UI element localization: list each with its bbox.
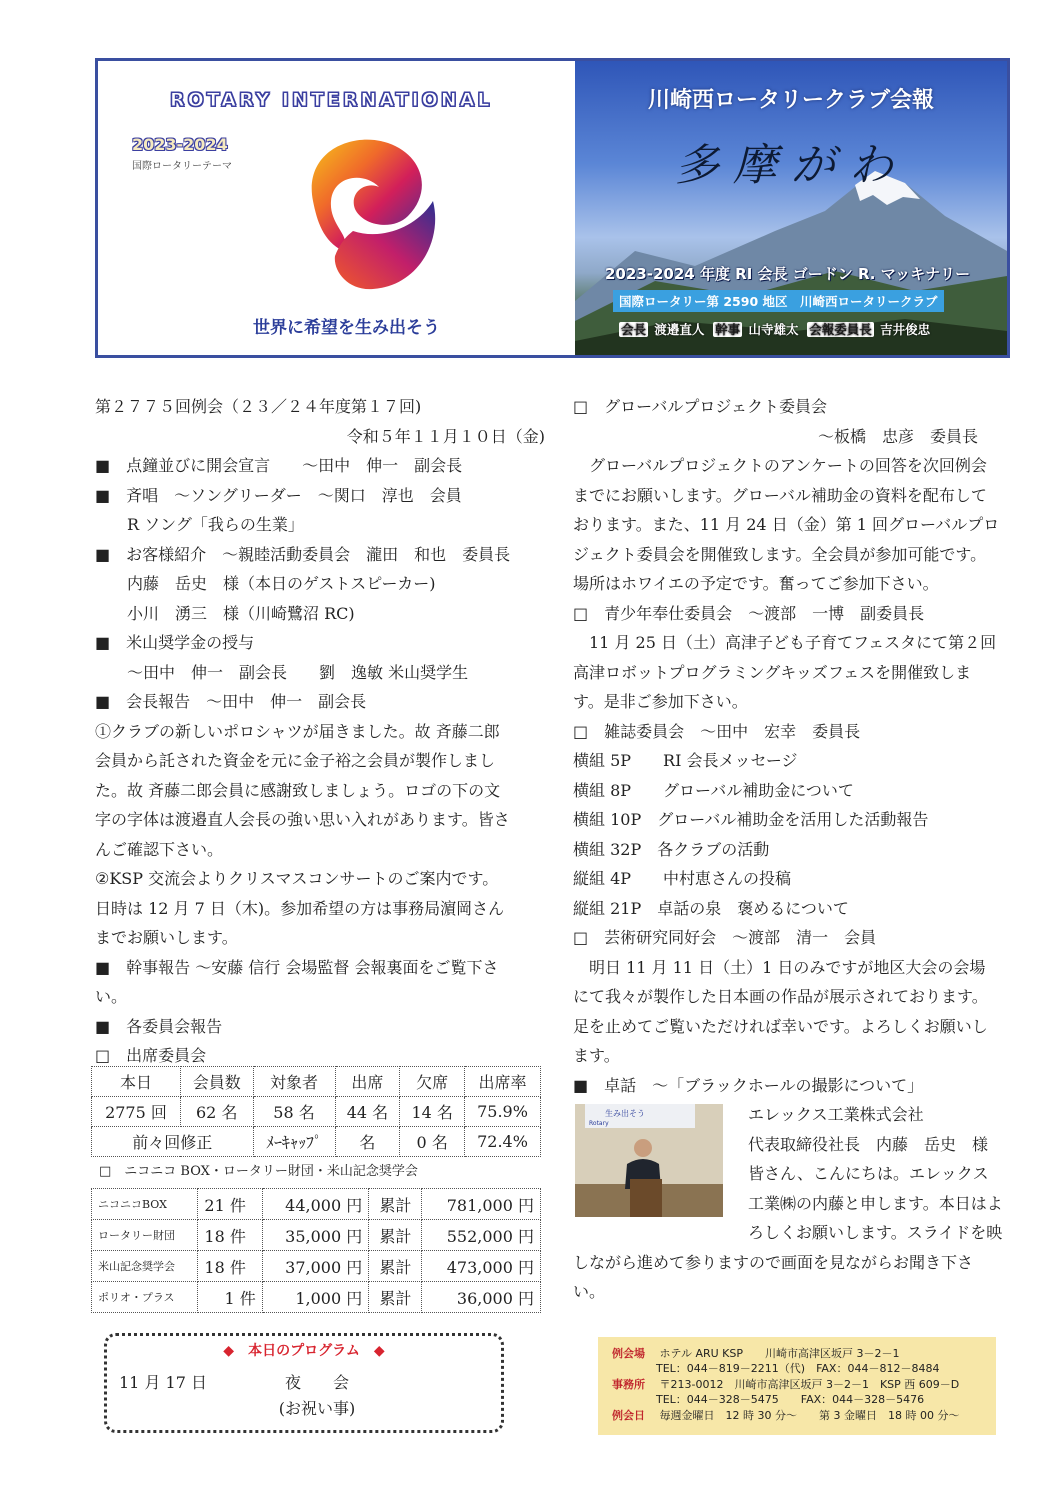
table-cell: 18 件 <box>198 1251 262 1282</box>
table-cell: 552,000 円 <box>422 1220 541 1251</box>
text-line: までお願いします。 <box>95 928 238 947</box>
table-header: 対象者 <box>253 1067 335 1097</box>
text-line: 横組 8P グローバル補助金について <box>573 780 854 800</box>
officer-role: 幹事 <box>715 322 741 337</box>
table-header-row <box>92 1067 541 1097</box>
table-cell: ニコニコBOX <box>92 1189 198 1220</box>
text-line: 字の字体は渡邉直人会長の強い思い入れがあります。皆さ <box>95 810 510 829</box>
table-cell: ﾒｰｷｬｯﾌﾟ <box>253 1127 335 1157</box>
table-cell: ポリオ・プラス <box>92 1282 198 1313</box>
speaker-line: エレックス工業株式会社 <box>748 1105 924 1124</box>
table-cell: 米山記念奨学会 <box>92 1251 198 1282</box>
table-cell: 2775 回 <box>92 1097 181 1127</box>
table-cell: 75.9% <box>465 1097 541 1127</box>
table-header: 出席 <box>335 1067 400 1097</box>
text-line: にて我々が製作した日本画の作品が展示されております。 <box>573 987 988 1006</box>
text-line: までにお願いします。グローバル補助金の資料を配布して <box>573 485 987 505</box>
table-header: 欠席 <box>400 1067 465 1097</box>
text-line: 場所はホワイエの予定です。奮ってご参加下さい。 <box>573 574 939 593</box>
text-line: ジェクト委員会を開催致します。全会員が参加可能です。 <box>573 544 987 564</box>
text-line: ■ 斉唱 ～ソングリーダー ～関口 淳也 会員 <box>95 485 462 505</box>
meeting-number: 第２７７５回例会（２３／２４年度第１７回) <box>95 397 422 416</box>
table-row <box>92 1097 541 1127</box>
district-line: 国際ロータリー第 2590 地区 川崎西ロータリークラブ <box>613 290 944 312</box>
info-venue <box>612 1345 899 1361</box>
info-text: 〒213-0012 川崎市高津区坂戸 3－2－1 KSP 西 609－D <box>659 1378 960 1391</box>
text-line: しながら進めて参りますので画面を見ながらお聞き下さ <box>573 1252 974 1272</box>
text-line: ■ お客様紹介 ～親睦活動委員会 瀧田 和也 委員長 <box>95 544 511 564</box>
text-line: んご確認下さい。 <box>95 839 224 859</box>
table-row <box>92 1282 541 1313</box>
photo-banner-text: 生み出そう <box>605 1109 645 1118</box>
table-row <box>92 1127 541 1157</box>
table-header: 本日 <box>92 1067 181 1097</box>
text-line: ■ 幹事報告 ～安藤 信行 会場監督 会報裏面をご覧下さ <box>95 957 499 977</box>
speaker-line: 皆さん、こんにちは。エレックス <box>748 1164 989 1183</box>
text-line: 足を止めてご覧いただければ幸いです。よろしくお願いし <box>573 1016 988 1036</box>
program-event-sub: (お祝い事) <box>278 1399 356 1418</box>
table-cell: 44 名 <box>335 1097 400 1127</box>
speaker-line: 代表取締役社長 内藤 岳史 様 <box>748 1134 989 1154</box>
info-text: ホテル ARU KSP 川崎市高津区坂戸 3－2－1 <box>659 1347 900 1360</box>
text-line: □ グローバルプロジェクト委員会 <box>573 397 827 416</box>
ri-theme-label: 国際ロータリーテーマ <box>132 161 232 172</box>
text-line: 横組 10P グローバル補助金を活用した活動報告 <box>573 810 929 829</box>
speaker-at-podium-icon <box>575 1104 723 1217</box>
text-line: 明日 11 月 11 日（土）1 日のみですが地区大会の会場 <box>573 957 986 977</box>
table-cell: 1 件 <box>198 1282 262 1313</box>
text-line: グローバルプロジェクトのアンケートの回答を次回例会 <box>573 456 987 475</box>
text-line: 高津ロボットプログラミングキッズフェスを開催致しま <box>573 662 972 682</box>
table-cell: 名 <box>335 1127 400 1157</box>
text-line: 会員から託された資金を元に金子裕之会員が製作しまし <box>95 751 496 770</box>
text-line: ①クラブの新しいポロシャツが届きました。故 斉藤二郎 <box>95 721 500 741</box>
text-line: 11 月 25 日（土）高津子ども子育てフェスタにて第２回 <box>573 633 997 652</box>
table-cell: 累計 <box>369 1220 422 1251</box>
text-line: 日時は 12 月 7 日（木)。参加希望の方は事務局濵岡さん <box>95 898 505 918</box>
table-cell: 前々回修正 <box>92 1127 254 1157</box>
table-cell: ロータリー財団 <box>92 1220 198 1251</box>
officer-name: 吉井俊忠 <box>880 322 931 337</box>
donation-section-label: □ ニコニコ BOX・ロータリー財団・米山記念奨学会 <box>99 1164 418 1179</box>
photo-banner-sub: Rotary <box>589 1120 609 1127</box>
table-row <box>92 1251 541 1282</box>
program-title: ◆ 本日のプログラム ◆ <box>223 1343 385 1359</box>
text-line: 縦組 21P 卓話の泉 褒めるについて <box>573 898 849 918</box>
text-line: 横組 5P RI 会長メッセージ <box>573 751 798 770</box>
officer-role: 会長 <box>621 322 647 337</box>
table-cell: 累計 <box>369 1189 422 1220</box>
table-cell: 21 件 <box>198 1189 262 1220</box>
table-cell: 14 名 <box>400 1097 465 1127</box>
text-line: 縦組 4P 中村恵さんの投稿 <box>573 869 792 888</box>
text-line: 小川 湧三 様（川崎鷺沼 RC) <box>95 603 355 623</box>
table-cell: 0 名 <box>400 1127 465 1157</box>
text-line: おります。また、11 月 24 日（金）第 1 回グローバルプロ <box>573 515 1000 534</box>
text-line: ■ 点鐘並びに開会宣言 ～田中 伸一 副会長 <box>95 456 463 475</box>
officer-name: 渡邉直人 <box>654 322 705 337</box>
info-office-contact: TEL：044－328－5475 FAX：044－328－5476 <box>656 1393 925 1406</box>
club-title: 川崎西ロータリークラブ会報 <box>647 88 934 113</box>
text-line: い。 <box>573 1282 606 1301</box>
todays-program-box <box>104 1333 504 1433</box>
table-row <box>92 1189 541 1220</box>
attendance-table <box>91 1066 541 1157</box>
ri-slogan: 世界に希望を生み出そう <box>253 318 440 338</box>
table-cell: 1,000 円 <box>262 1282 368 1313</box>
program-date: 11 月 17 日 <box>119 1373 207 1392</box>
text-line: 横組 32P 各クラブの活動 <box>573 839 770 859</box>
table-cell: 37,000 円 <box>262 1251 368 1282</box>
table-cell: 44,000 円 <box>262 1189 368 1220</box>
speaker-line: ろしくお願いします。スライドを映 <box>748 1223 1003 1242</box>
text-line: □ 雑誌委員会 ～田中 宏幸 委員長 <box>573 721 861 741</box>
table-cell: 36,000 円 <box>422 1282 541 1313</box>
info-label: 例会場 <box>612 1347 645 1360</box>
table-cell: 累計 <box>369 1282 422 1313</box>
info-text: 毎週金曜日 12 時 30 分～ 第 3 金曜日 18 時 00 分～ <box>659 1409 960 1422</box>
table-cell: 473,000 円 <box>422 1251 541 1282</box>
left-column <box>95 392 555 1071</box>
text-line: 内藤 岳史 様（本日のゲストスピーカー) <box>95 574 436 593</box>
table-row <box>92 1220 541 1251</box>
table-cell: 72.4% <box>465 1127 541 1157</box>
newsletter-masthead: 多摩がわ <box>675 140 907 191</box>
rotary-theme-logo-icon <box>293 131 443 291</box>
table-cell: 18 件 <box>198 1220 262 1251</box>
donation-table <box>91 1188 541 1313</box>
info-label: 事務所 <box>612 1378 645 1391</box>
program-event-name: 夜 会 <box>284 1373 349 1392</box>
meeting-date: 令和５年１１月１０日（金) <box>346 426 545 446</box>
text-line: ます。 <box>573 1046 620 1065</box>
ri-president-line: 2023-2024 年度 RI 会長 ゴードン R. マッキナリー <box>605 265 971 283</box>
officer-line <box>619 320 930 338</box>
table-cell: 58 名 <box>253 1097 335 1127</box>
officer-name: 山寺雄太 <box>748 322 799 337</box>
text-line: ■ 会長報告 ～田中 伸一 副会長 <box>95 692 367 711</box>
text-line: R ソング「我らの生業」 <box>95 515 304 534</box>
text-line: ■ 卓話 ～「ブラックホールの撮影について」 <box>573 1075 924 1095</box>
text-line: □ 青少年奉仕委員会 ～渡部 一博 副委員長 <box>573 603 925 623</box>
table-header: 会員数 <box>180 1067 253 1097</box>
text-line: ■ 各委員会報告 <box>95 1016 223 1036</box>
table-cell: 62 名 <box>180 1097 253 1127</box>
newsletter-header <box>95 58 1010 358</box>
text-line: た。故 斉藤二郎会員に感謝致しましょう。ロゴの下の文 <box>95 780 501 800</box>
speaker-photo <box>575 1104 723 1217</box>
table-header: 出席率 <box>465 1067 541 1097</box>
ri-title: ROTARY INTERNATIONAL <box>170 89 493 111</box>
club-title-panel <box>575 61 1007 355</box>
speaker-line: 工業㈱の内藤と申します。本日はよ <box>748 1193 1003 1213</box>
table-cell: 35,000 円 <box>262 1220 368 1251</box>
ri-year: 2023-2024 <box>132 135 228 154</box>
table-cell: 781,000 円 <box>422 1189 541 1220</box>
info-office <box>612 1376 959 1392</box>
info-meeting-day <box>612 1407 959 1423</box>
program-event <box>257 1370 377 1422</box>
table-cell: 累計 <box>369 1251 422 1282</box>
text-line: す。是非ご参加下さい。 <box>573 692 748 711</box>
text-line: ～田中 伸一 副会長 劉 逸敏 米山奨学生 <box>95 662 469 682</box>
text-line: □ 出席委員会 <box>95 1046 207 1065</box>
text-line: ～板橋 忠彦 委員長 <box>817 426 978 446</box>
text-line: い。 <box>95 987 128 1006</box>
ri-theme-panel <box>98 61 573 355</box>
info-label: 例会日 <box>612 1409 645 1422</box>
officer-role: 会報委員長 <box>809 322 872 337</box>
club-info-box <box>598 1337 996 1435</box>
text-line: □ 芸術研究同好会 ～渡部 清一 会員 <box>573 928 877 947</box>
info-venue-contact: TEL：044－819－2211（代) FAX：044－812－8484 <box>656 1362 940 1375</box>
text-line: ②KSP 交流会よりクリスマスコンサートのご案内です。 <box>95 869 499 888</box>
text-line: ■ 米山奨学金の授与 <box>95 633 255 652</box>
